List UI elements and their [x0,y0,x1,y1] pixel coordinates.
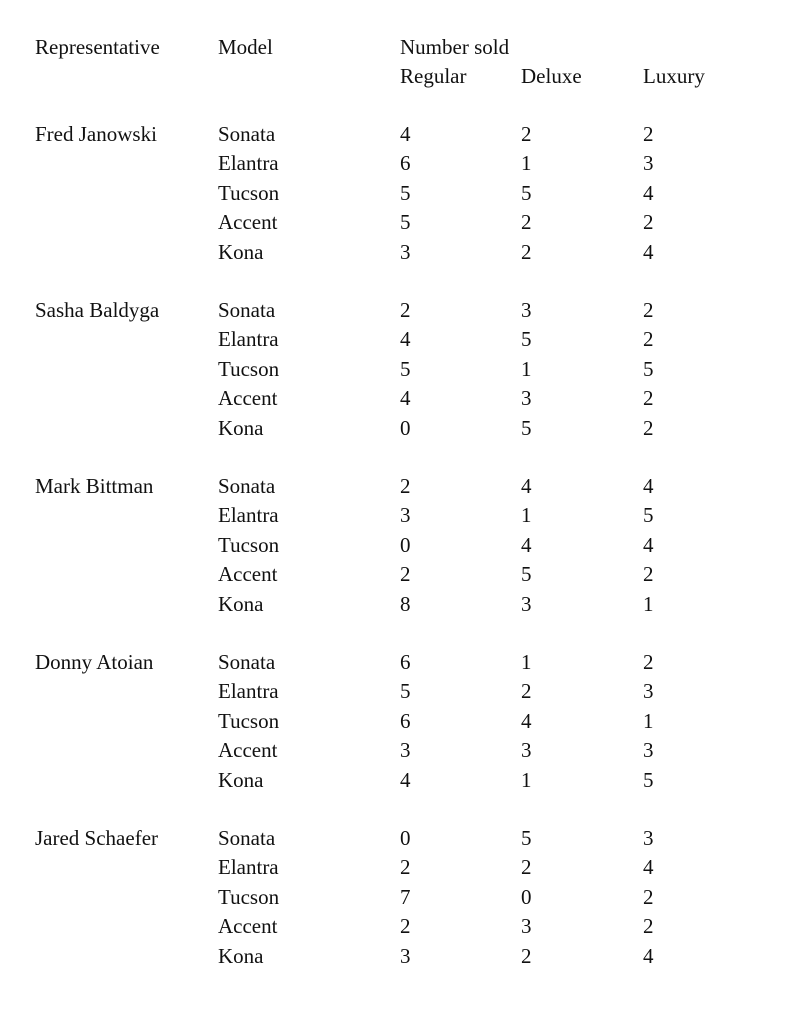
deluxe-cell: 3 [521,914,532,939]
model-cell: Tucson [218,356,280,381]
regular-cell: 2 [400,562,411,587]
representative-name: Donny Atoian [35,650,154,674]
deluxe-cell: 3 [521,298,532,322]
header-luxury: Luxury [643,64,705,88]
model-cell: Kona [218,415,264,440]
header-deluxe: Deluxe [521,64,582,88]
deluxe-cell: 5 [521,826,532,850]
regular-cell: 0 [400,415,411,440]
header-number-sold: Number sold [400,35,510,59]
header-regular: Regular [400,64,467,88]
model-cell: Kona [218,767,264,792]
regular-cell: 5 [400,679,411,704]
luxury-cell: 1 [643,708,654,733]
model-cell: Accent [218,210,278,235]
regular-cell: 6 [400,708,411,733]
deluxe-cell: 1 [521,151,532,176]
model-cell: Elantra [218,151,279,176]
header-model: Model [218,35,273,59]
regular-cell: 6 [400,650,411,674]
model-cell: Accent [218,386,278,411]
model-cell: Elantra [218,855,279,880]
model-cell: Elantra [218,679,279,704]
luxury-cell: 4 [643,180,654,205]
luxury-cell: 2 [643,298,654,322]
model-cell: Accent [218,738,278,763]
regular-cell: 0 [400,532,411,557]
luxury-cell: 2 [643,415,654,440]
deluxe-cell: 1 [521,650,532,674]
luxury-cell: 2 [643,386,654,411]
model-cell: Elantra [218,503,279,528]
regular-cell: 2 [400,474,411,498]
deluxe-cell: 5 [521,180,532,205]
luxury-cell: 4 [643,532,654,557]
model-cell: Tucson [218,708,280,733]
header-representative: Representative [35,35,160,59]
model-cell: Kona [218,239,264,264]
deluxe-cell: 2 [521,855,532,880]
luxury-cell: 2 [643,914,654,939]
luxury-cell: 2 [643,650,654,674]
deluxe-cell: 1 [521,767,532,792]
deluxe-cell: 1 [521,356,532,381]
luxury-cell: 2 [643,562,654,587]
regular-cell: 5 [400,210,411,235]
deluxe-cell: 1 [521,503,532,528]
luxury-cell: 2 [643,884,654,909]
model-cell: Accent [218,914,278,939]
deluxe-cell: 5 [521,415,532,440]
luxury-cell: 5 [643,767,654,792]
luxury-cell: 4 [643,239,654,264]
luxury-cell: 5 [643,503,654,528]
regular-cell: 8 [400,591,411,616]
regular-cell: 2 [400,298,411,322]
regular-cell: 0 [400,826,411,850]
deluxe-cell: 5 [521,327,532,352]
luxury-cell: 2 [643,122,654,146]
deluxe-cell: 2 [521,679,532,704]
representative-name: Sasha Baldyga [35,298,160,322]
deluxe-cell: 3 [521,738,532,763]
regular-cell: 4 [400,122,411,146]
deluxe-cell: 0 [521,884,532,909]
regular-cell: 4 [400,386,411,411]
deluxe-cell: 2 [521,239,532,264]
representative-name: Jared Schaefer [35,826,159,850]
regular-cell: 2 [400,914,411,939]
model-cell: Accent [218,562,278,587]
regular-cell: 4 [400,767,411,792]
luxury-cell: 1 [643,591,654,616]
regular-cell: 4 [400,327,411,352]
luxury-cell: 3 [643,151,654,176]
model-cell: Sonata [218,826,276,850]
model-cell: Elantra [218,327,279,352]
representative-name: Fred Janowski [35,122,157,146]
regular-cell: 5 [400,356,411,381]
luxury-cell: 4 [643,474,654,498]
deluxe-cell: 2 [521,122,532,146]
luxury-cell: 3 [643,679,654,704]
regular-cell: 3 [400,503,411,528]
deluxe-cell: 2 [521,943,532,968]
regular-cell: 6 [400,151,411,176]
deluxe-cell: 3 [521,386,532,411]
luxury-cell: 4 [643,943,654,968]
model-cell: Kona [218,943,264,968]
deluxe-cell: 2 [521,210,532,235]
regular-cell: 7 [400,884,411,909]
deluxe-cell: 4 [521,532,532,557]
regular-cell: 2 [400,855,411,880]
regular-cell: 3 [400,943,411,968]
model-cell: Tucson [218,532,280,557]
luxury-cell: 4 [643,855,654,880]
model-cell: Sonata [218,474,276,498]
model-cell: Kona [218,591,264,616]
luxury-cell: 3 [643,738,654,763]
luxury-cell: 2 [643,210,654,235]
representative-name: Mark Bittman [35,474,154,498]
regular-cell: 3 [400,738,411,763]
model-cell: Sonata [218,298,276,322]
deluxe-cell: 3 [521,591,532,616]
luxury-cell: 5 [643,356,654,381]
model-cell: Tucson [218,180,280,205]
model-cell: Tucson [218,884,280,909]
luxury-cell: 2 [643,327,654,352]
deluxe-cell: 4 [521,474,532,498]
regular-cell: 3 [400,239,411,264]
deluxe-cell: 5 [521,562,532,587]
deluxe-cell: 4 [521,708,532,733]
model-cell: Sonata [218,122,276,146]
regular-cell: 5 [400,180,411,205]
model-cell: Sonata [218,650,276,674]
luxury-cell: 3 [643,826,654,850]
